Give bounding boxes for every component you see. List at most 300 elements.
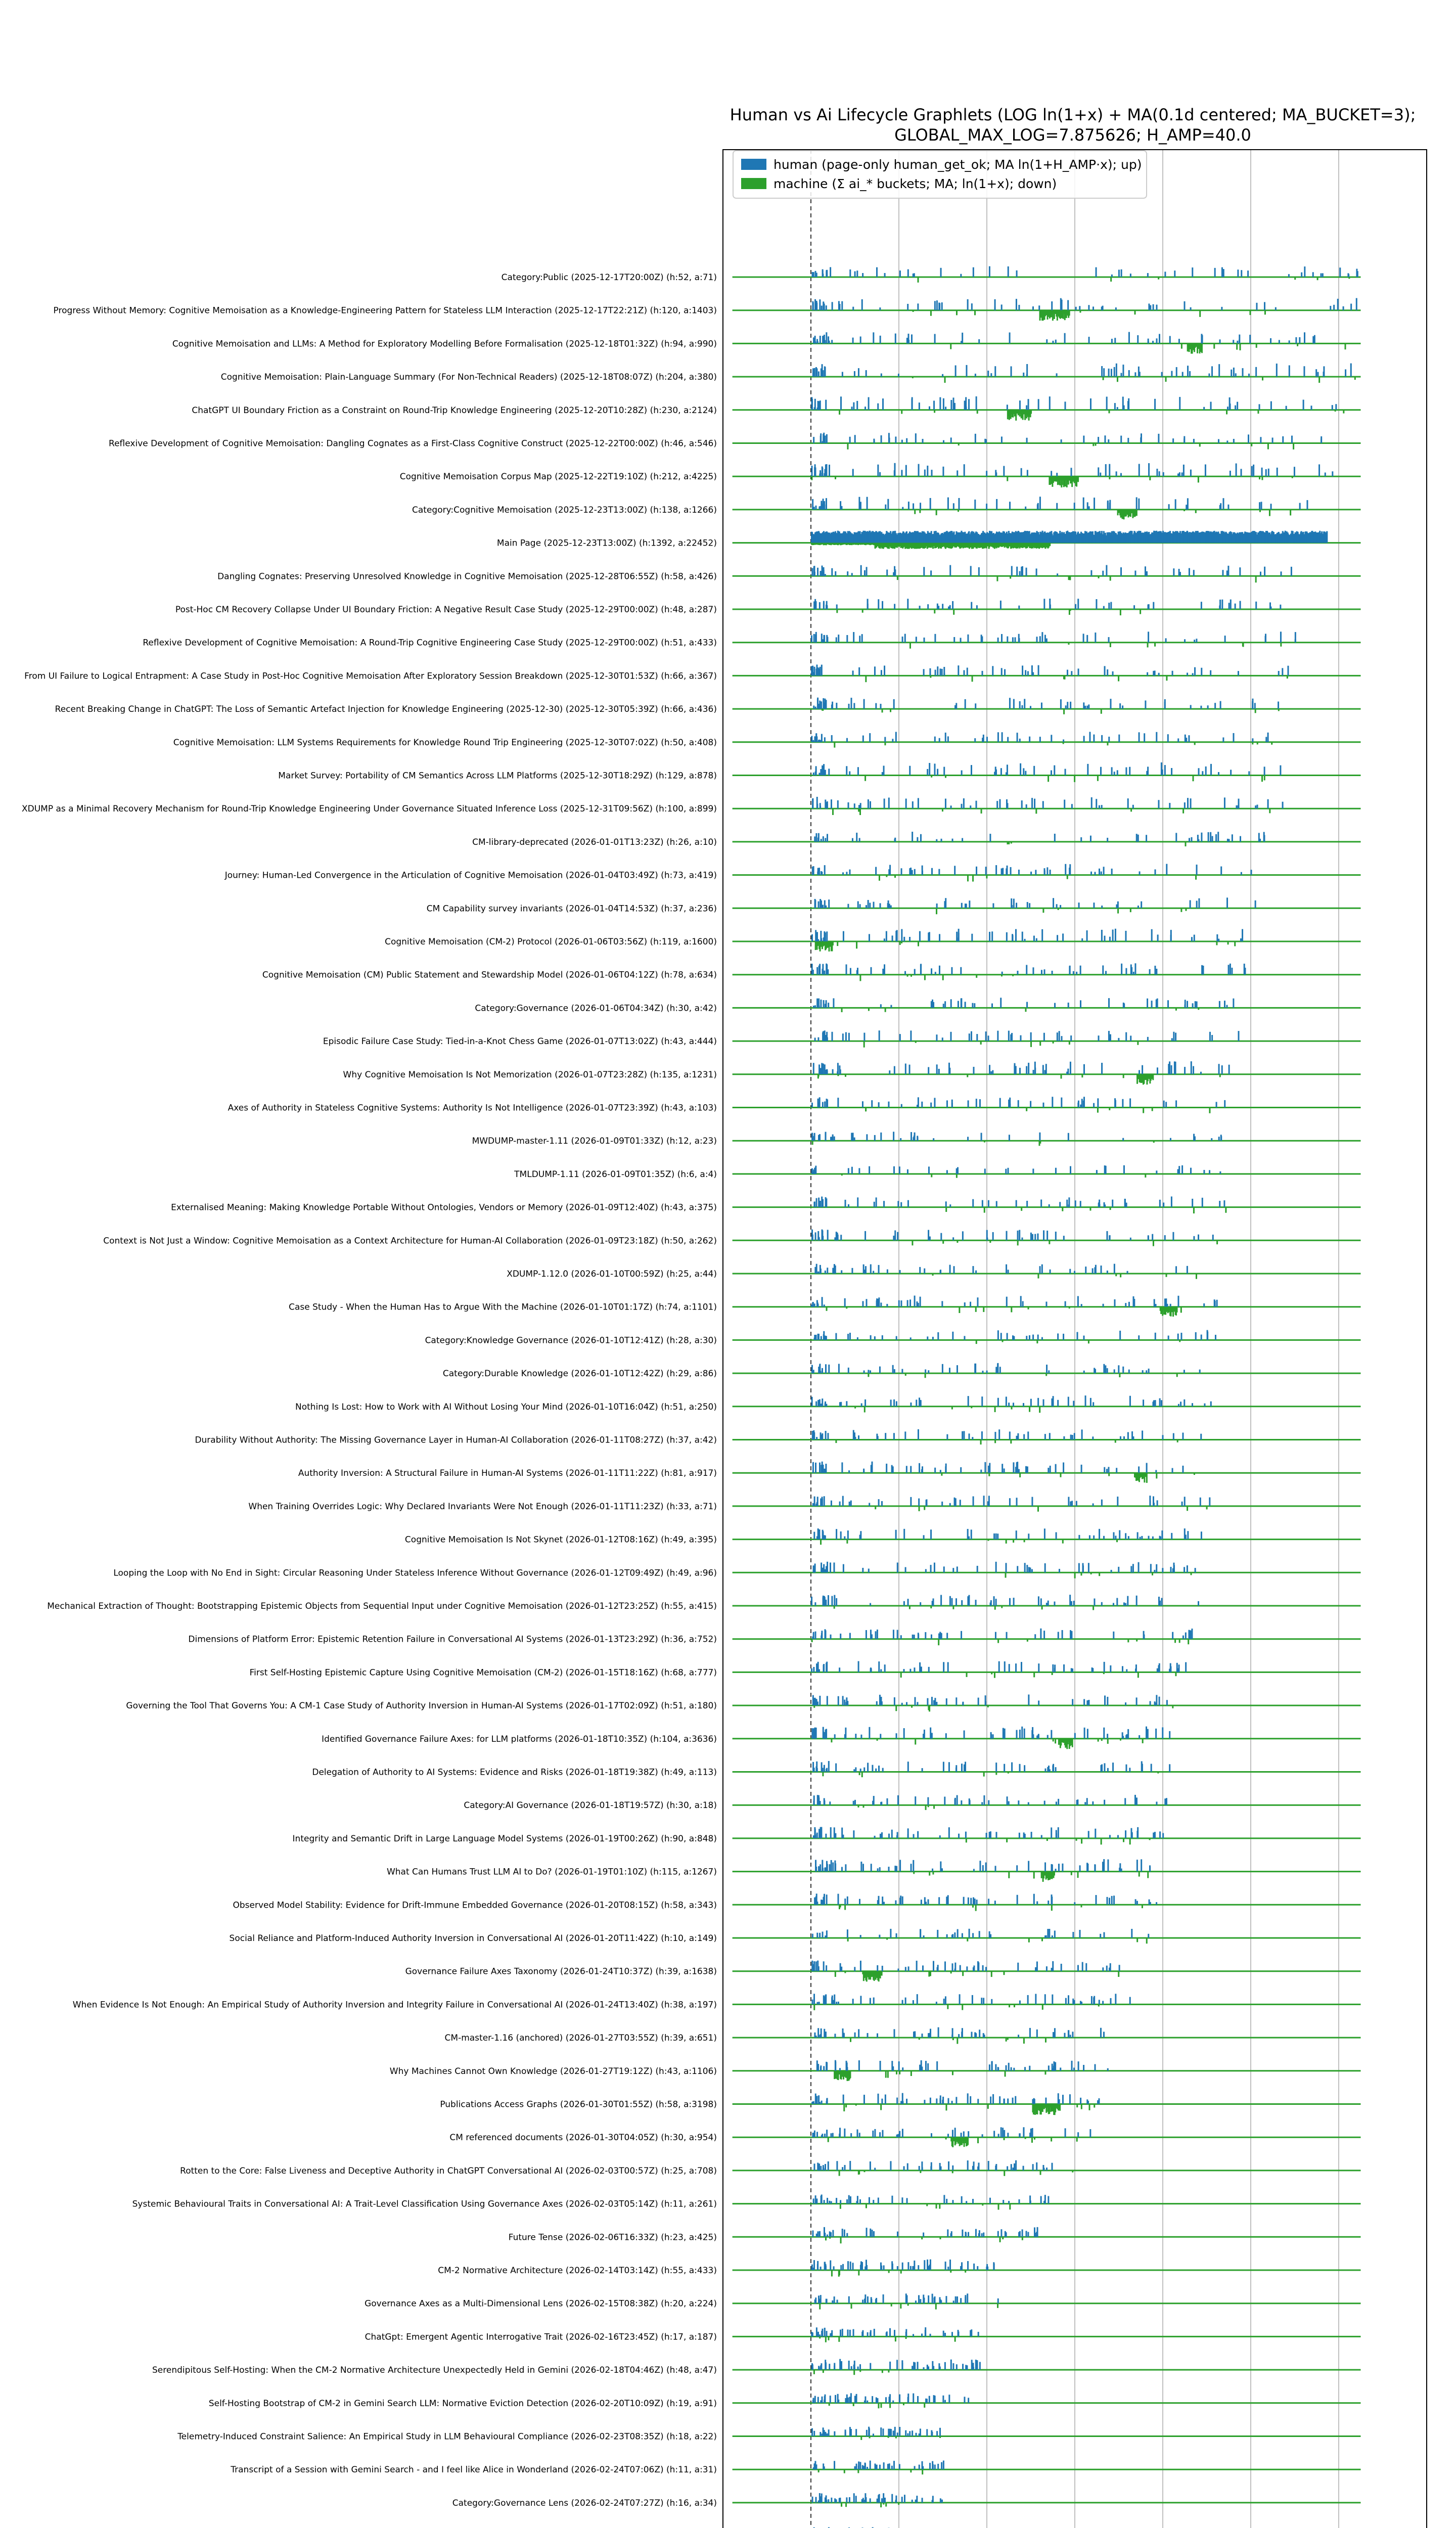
human-bar (1122, 1367, 1124, 1373)
human-bar (1134, 963, 1136, 974)
human-bar (905, 465, 907, 477)
human-bar (1119, 1530, 1120, 1540)
human-bar (1080, 1105, 1081, 1108)
row-label: Post-Hoc CM Recovery Collapse Under UI Boundary Friction: A Negative Result Case Study (2025-12-29T00:00Z) (h:48, a:287) (175, 605, 717, 615)
human-bar (826, 1336, 827, 1340)
human-bar (1156, 1695, 1157, 1705)
human-bar (1095, 1865, 1096, 1872)
human-bar (1147, 1729, 1149, 1739)
human-bar (988, 1466, 989, 1473)
row-label: Category:Public (2025-12-17T20:00Z) (h:52, a:71) (501, 273, 717, 283)
human-bar (1058, 1827, 1059, 1838)
human-bar (861, 634, 863, 643)
machine-bar (1042, 908, 1044, 913)
machine-bar (1149, 1838, 1151, 1840)
human-bar (1051, 1827, 1052, 1838)
human-bar (1100, 767, 1102, 776)
human-bar (861, 299, 863, 310)
human-bar (1110, 699, 1112, 709)
human-bar (824, 1496, 825, 1506)
machine-bar (1051, 1905, 1053, 1911)
human-bar (859, 904, 861, 908)
human-bar (913, 504, 914, 510)
human-bar (1199, 1370, 1201, 1373)
graphlet-row (221, 364, 1361, 383)
human-bar (890, 1005, 892, 1008)
human-bar (867, 1763, 869, 1772)
human-bar (939, 934, 940, 941)
human-bar (1241, 270, 1242, 277)
machine-bar (862, 609, 863, 613)
machine-bar (822, 1772, 824, 1777)
human-bar (1276, 364, 1278, 377)
human-bar (819, 1400, 821, 1407)
human-bar (818, 704, 820, 709)
human-bar (1020, 1035, 1021, 1042)
machine-bar (951, 1407, 953, 1410)
human-bar (1156, 969, 1157, 975)
human-bar (916, 1961, 918, 1971)
human-bar (825, 1133, 826, 1141)
human-bar (825, 1402, 826, 1407)
machine-bar (1136, 1639, 1138, 1642)
human-bar (874, 666, 876, 675)
machine-bar (834, 1606, 835, 1609)
human-bar (983, 1496, 985, 1506)
human-bar (1128, 1302, 1130, 1307)
human-bar (1103, 1728, 1105, 1739)
human-bar (820, 1000, 822, 1008)
human-bar (813, 1370, 814, 1373)
human-bar (994, 366, 996, 377)
machine-bar (1267, 443, 1269, 449)
human-bar (821, 900, 822, 908)
human-bar (1182, 1636, 1184, 1639)
human-bar (846, 964, 847, 974)
machine-bar (1037, 1274, 1039, 1279)
machine-bar (1049, 543, 1051, 547)
human-bar (1190, 1168, 1192, 1174)
human-bar (1057, 1400, 1059, 1407)
human-bar (994, 306, 996, 310)
human-bar (1052, 1664, 1054, 1673)
human-bar (901, 1369, 903, 1374)
human-bar (877, 403, 879, 410)
human-bar (1104, 1662, 1105, 1673)
human-bar (899, 1270, 901, 1274)
machine-bar (938, 1639, 939, 1645)
human-bar (1155, 1400, 1156, 1407)
graphlet-row (289, 1295, 1360, 1317)
human-bar (988, 1899, 989, 1905)
human-bar (893, 572, 894, 576)
machine-bar (1262, 377, 1263, 380)
machine-bar (1194, 742, 1196, 745)
human-bar (1055, 1869, 1057, 1872)
human-bar (900, 1635, 902, 1639)
human-bar (1095, 1829, 1096, 1838)
human-bar (848, 704, 850, 709)
human-bar (883, 1902, 885, 1905)
human-bar (1179, 397, 1180, 410)
human-bar (1350, 304, 1352, 310)
human-bar (1082, 1962, 1083, 1971)
human-bar (1080, 1201, 1081, 1207)
machine-bar (1236, 343, 1238, 349)
human-bar (928, 1900, 929, 1905)
human-bar (1177, 1296, 1179, 1307)
human-bar (1221, 600, 1223, 609)
human-bar (1073, 1401, 1074, 1406)
human-bar (894, 1697, 895, 1705)
human-bar (835, 571, 836, 576)
human-bar (848, 1204, 849, 1207)
human-bar (1041, 703, 1042, 709)
human-bar (894, 1369, 895, 1373)
human-bar (994, 772, 995, 775)
human-bar (1104, 1800, 1105, 1805)
human-bar (815, 1703, 816, 1706)
row-label: Integrity and Semantic Drift in Large Language Model Systems (2026-01-19T00:26Z) (h:90, a:848) (292, 1833, 717, 1844)
human-bar (1148, 463, 1150, 476)
human-bar (830, 1827, 832, 1838)
human-bar (974, 1899, 976, 1905)
human-bar (826, 1099, 827, 1108)
human-bar (916, 637, 917, 642)
machine-bar (864, 1407, 866, 1413)
human-bar (1127, 1596, 1128, 1606)
human-bar (1147, 273, 1149, 277)
human-bar (1032, 1335, 1034, 1340)
human-bar (1201, 833, 1202, 842)
machine-bar (886, 875, 887, 877)
human-bar (824, 1596, 825, 1606)
human-bar (960, 274, 962, 277)
machine-bar (1345, 343, 1346, 349)
human-bar (878, 599, 879, 609)
human-bar (1109, 937, 1111, 941)
human-bar (816, 999, 818, 1008)
human-bar (920, 964, 922, 974)
human-bar (1026, 965, 1027, 974)
machine-bar (1154, 643, 1156, 647)
human-bar (812, 302, 814, 310)
human-bar (1094, 1368, 1095, 1373)
machine-bar (972, 875, 974, 882)
human-bar (1153, 304, 1154, 310)
human-bar (834, 1237, 836, 1240)
machine-bar (945, 776, 946, 778)
human-bar (854, 1967, 855, 1971)
human-bar (1102, 965, 1104, 974)
machine-bar (1103, 1672, 1105, 1674)
row-label: Journey: Human-Led Convergence in the Articulation of Cognitive Memoisation (2026-01-04T03:49Z) (h:73, a:419) (224, 870, 717, 881)
human-bar (1174, 270, 1175, 277)
machine-bar (1280, 643, 1282, 647)
human-bar (869, 733, 871, 742)
human-bar (928, 1067, 929, 1074)
human-bar (870, 1265, 872, 1274)
human-bar (1253, 465, 1254, 476)
human-bar (923, 1535, 925, 1539)
human-bar (818, 740, 820, 742)
human-bar (969, 1929, 970, 1938)
human-bar (1068, 1197, 1070, 1207)
human-bar (926, 1499, 927, 1506)
human-bar (1233, 340, 1234, 343)
human-bar (815, 930, 816, 941)
machine-bar (865, 1108, 867, 1112)
human-bar (1345, 369, 1346, 377)
machine-bar (1060, 1074, 1062, 1079)
human-bar (892, 935, 893, 941)
machine-bar (1055, 1739, 1056, 1744)
row-label: Main Page (2025-12-23T13:00Z) (h:1392, a:22452) (496, 538, 717, 549)
graphlet-row (412, 496, 1361, 519)
human-bar (930, 498, 931, 510)
human-bar (963, 798, 965, 808)
human-bar (828, 336, 829, 343)
human-bar (947, 498, 949, 510)
human-bar (825, 838, 826, 842)
human-bar (1043, 1033, 1045, 1041)
human-bar (1146, 1370, 1147, 1373)
human-bar (888, 1867, 890, 1872)
human-bar (1169, 1061, 1170, 1074)
row-label: Identified Governance Failure Axes: for LLM platforms (2026-01-18T10:35Z) (h:104, a:3636) (322, 1734, 717, 1744)
human-bar (1249, 335, 1251, 343)
human-bar (1209, 1498, 1210, 1506)
machine-bar (1045, 1373, 1047, 1376)
human-bar (919, 1267, 921, 1274)
human-bar (817, 1400, 819, 1407)
machine-bar (1068, 576, 1070, 580)
human-bar (1114, 403, 1116, 410)
human-bar (860, 1862, 862, 1872)
human-bar (827, 1070, 828, 1074)
human-bar (1173, 1433, 1174, 1440)
machine-bar (832, 808, 834, 815)
human-bar (1034, 799, 1035, 809)
machine-bar (832, 941, 834, 945)
human-bar (812, 798, 813, 808)
machine-bar (934, 410, 935, 413)
human-bar (857, 901, 859, 909)
machine-bar (1010, 1440, 1012, 1444)
human-bar (931, 1635, 932, 1639)
human-bar (975, 703, 976, 709)
graphlet-row (22, 797, 1361, 815)
human-bar (1212, 1235, 1214, 1240)
human-bar (1235, 373, 1237, 377)
human-bar (953, 1266, 955, 1274)
human-bar (848, 1368, 849, 1373)
human-bar (825, 1629, 826, 1639)
human-bar (1007, 1796, 1008, 1805)
human-bar (990, 1732, 992, 1739)
human-bar (878, 1499, 880, 1506)
human-bar (933, 1002, 934, 1008)
human-bar (1075, 307, 1077, 310)
human-bar (820, 1499, 822, 1506)
human-bar (1230, 964, 1231, 975)
machine-bar (1158, 277, 1159, 280)
graphlet-row (405, 1961, 1361, 1982)
human-bar (1132, 805, 1134, 808)
human-bar (1091, 797, 1093, 808)
human-bar (1156, 469, 1158, 476)
human-bar (1141, 433, 1142, 443)
human-bar (896, 1733, 897, 1739)
human-bar (988, 1200, 989, 1207)
human-bar (1087, 1729, 1088, 1738)
human-bar (1000, 768, 1002, 775)
machine-bar (1259, 510, 1261, 512)
human-bar (1025, 1466, 1027, 1473)
human-bar (924, 470, 926, 477)
machine-bar (1257, 742, 1258, 745)
human-bar (1090, 1398, 1091, 1407)
machine-bar (1069, 1041, 1070, 1045)
machine-bar (1180, 1307, 1182, 1313)
machine-bar (928, 1805, 929, 1807)
human-bar (872, 1801, 874, 1805)
human-bar (1102, 571, 1104, 576)
human-bar (1165, 1102, 1167, 1107)
human-bar (934, 301, 936, 310)
human-bar (1021, 705, 1023, 709)
human-bar (821, 1465, 822, 1473)
human-bar (1241, 872, 1242, 875)
human-bar (1016, 567, 1018, 576)
human-bar (822, 1199, 824, 1207)
human-bar (968, 1595, 970, 1606)
human-bar (1186, 738, 1187, 742)
human-bar (1156, 1170, 1157, 1174)
human-bar (1107, 1271, 1108, 1274)
human-bar (1127, 1271, 1128, 1274)
human-bar (951, 967, 952, 975)
human-bar (1063, 1436, 1065, 1440)
human-bar (1318, 464, 1320, 476)
human-bar (839, 1402, 841, 1407)
human-bar (885, 505, 886, 510)
human-bar (1237, 269, 1239, 277)
machine-bar (894, 875, 896, 878)
human-bar (1270, 504, 1272, 510)
graphlet-row (472, 1132, 1361, 1146)
human-bar (1251, 466, 1253, 476)
human-bar (897, 1630, 898, 1639)
machine-bar (1213, 343, 1215, 348)
human-bar (1194, 1136, 1196, 1141)
human-bar (965, 1002, 966, 1008)
human-bar (1056, 1830, 1057, 1838)
human-bar (820, 1864, 821, 1871)
graphlet-row (295, 1395, 1361, 1413)
human-bar (1021, 800, 1023, 808)
human-bar (1116, 471, 1117, 476)
human-bar (931, 1697, 933, 1705)
machine-bar (991, 1672, 992, 1674)
human-bar (1252, 738, 1253, 742)
human-bar (1004, 669, 1006, 676)
human-bar (836, 604, 838, 609)
human-bar (1180, 1333, 1182, 1340)
human-bar (927, 1698, 928, 1705)
machine-bar (1011, 842, 1012, 844)
human-bar (1008, 1100, 1010, 1108)
machine-bar (1093, 443, 1094, 446)
machine-bar (1156, 1473, 1157, 1478)
human-bar (1233, 439, 1235, 443)
human-bar (1005, 1563, 1007, 1572)
human-bar (832, 1032, 833, 1041)
human-bar (1016, 270, 1018, 277)
human-bar (1017, 1963, 1019, 1971)
human-bar (907, 1300, 908, 1306)
human-bar (1076, 972, 1077, 975)
human-bar (877, 1436, 879, 1439)
machine-bar (1261, 476, 1263, 480)
human-bar (814, 1563, 816, 1572)
human-bar (871, 1465, 872, 1473)
human-bar (1088, 1831, 1089, 1838)
human-bar (1205, 766, 1207, 776)
human-bar (1127, 438, 1129, 443)
machine-bar (1152, 1074, 1154, 1080)
machine-bar (1193, 1207, 1195, 1213)
human-bar (866, 1630, 867, 1639)
human-bar (1152, 341, 1154, 343)
human-bar (1083, 1699, 1085, 1705)
human-bar (850, 968, 851, 975)
machine-bar (1255, 709, 1256, 713)
human-bar (1065, 705, 1067, 709)
human-bar (1184, 301, 1185, 310)
human-bar (1107, 1768, 1109, 1772)
human-bar (1194, 667, 1196, 676)
human-bar (1264, 567, 1265, 576)
human-bar (1015, 1663, 1017, 1672)
human-bar (891, 1830, 893, 1838)
human-bar (1105, 464, 1107, 476)
human-bar (854, 371, 855, 377)
machine-bar (1063, 675, 1065, 679)
human-bar (886, 1464, 887, 1473)
human-bar (874, 1836, 876, 1838)
human-bar (907, 1762, 909, 1772)
human-bar (849, 771, 850, 775)
human-bar (898, 1300, 900, 1307)
human-bar (976, 1034, 978, 1041)
human-bar (1044, 1528, 1045, 1539)
human-bar (982, 1965, 984, 1971)
human-bar (873, 332, 874, 343)
human-bar (1267, 733, 1269, 742)
human-bar (986, 737, 988, 742)
human-bar (1170, 1666, 1171, 1673)
human-bar (1068, 1133, 1069, 1141)
human-bar (901, 470, 902, 476)
human-bar (879, 1030, 880, 1041)
human-bar (899, 1166, 900, 1174)
human-bar (1156, 732, 1157, 742)
human-bar (992, 1232, 994, 1240)
human-bar (982, 671, 983, 676)
human-bar (1006, 1297, 1008, 1307)
human-bar (1193, 570, 1195, 576)
